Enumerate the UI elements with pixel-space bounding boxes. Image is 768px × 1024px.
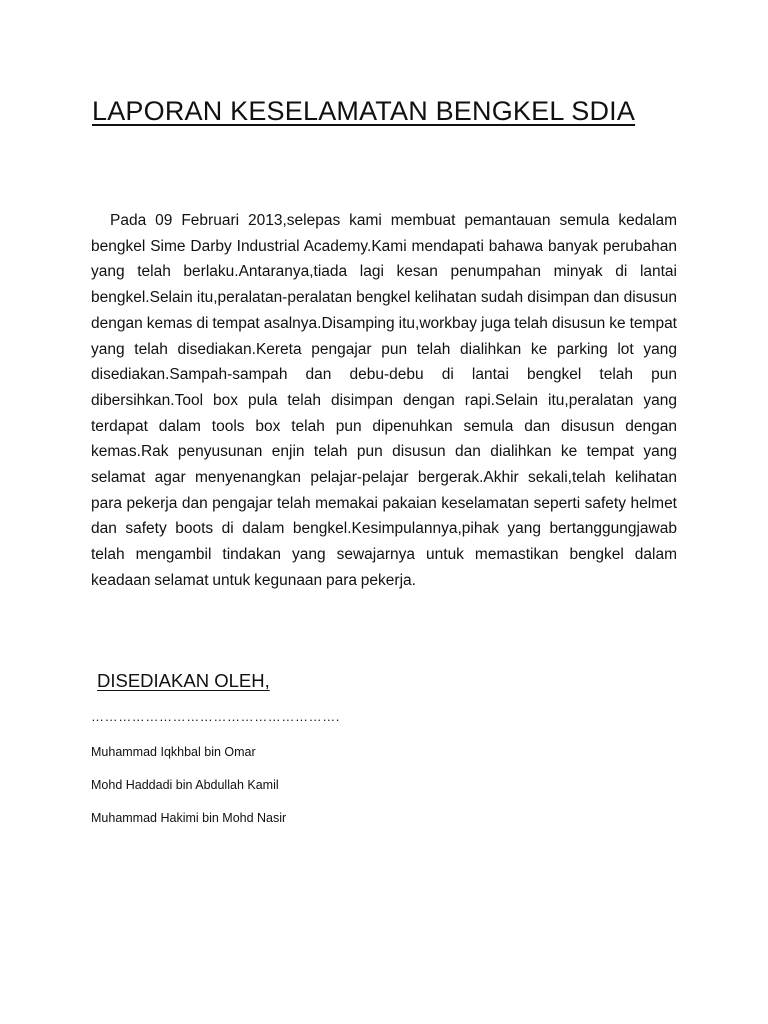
preparer-name: Mohd Haddadi bin Abdullah Kamil bbox=[91, 778, 279, 792]
prepared-by-heading: DISEDIAKAN OLEH, bbox=[97, 670, 270, 691]
signature-line: ………………………………………………. bbox=[91, 709, 341, 724]
report-paragraph: Pada 09 Februari 2013,selepas kami membuat pemantauan semula kedalam bengkel Sime Darby Industrial Academy.Kami mendapati bahawa banyak perubahan yang telah berlaku.Antaranya,tiada lagi kesan penumpahan minyak di lantai bengkel.Selain itu,peralatan-peralatan bengkel kelihatan sudah disimpan dan disusun dengan kemas di tempat asalnya.Disamping itu,workbay juga telah disusun ke tempat yang telah disediakan.Kereta pengajar pun telah dialihkan ke parking lot yang disediakan.Sampah-sampah dan debu-debu di lantai bengkel telah pun dibersihkan.Tool box pula telah disimpan dengan rapi.Selain itu,peralatan yang terdapat dalam tools box telah pun dipenuhkan semula dan disusun dengan kemas.Rak penyusunan enjin telah pun disusun dan dialihkan ke tempat yang selamat agar menyenangkan pelajar-pelajar bergerak.Akhir sekali,telah kelihatan para pekerja dan pengajar telah memakai pakaian keselamatan seperti safety helmet dan safety boots di dalam bengkel.Kesimpulannya,pihak yang bertanggungjawab telah mengambil tindakan yang sewajarnya untuk memastikan bengkel dalam keadaan selamat untuk kegunaan para pekerja. bbox=[91, 212, 677, 589]
preparer-name: Muhammad Iqkhbal bin Omar bbox=[91, 745, 256, 759]
preparer-name: Muhammad Hakimi bin Mohd Nasir bbox=[91, 811, 287, 825]
report-title: LAPORAN KESELAMATAN BENGKEL SDIA bbox=[92, 96, 636, 126]
